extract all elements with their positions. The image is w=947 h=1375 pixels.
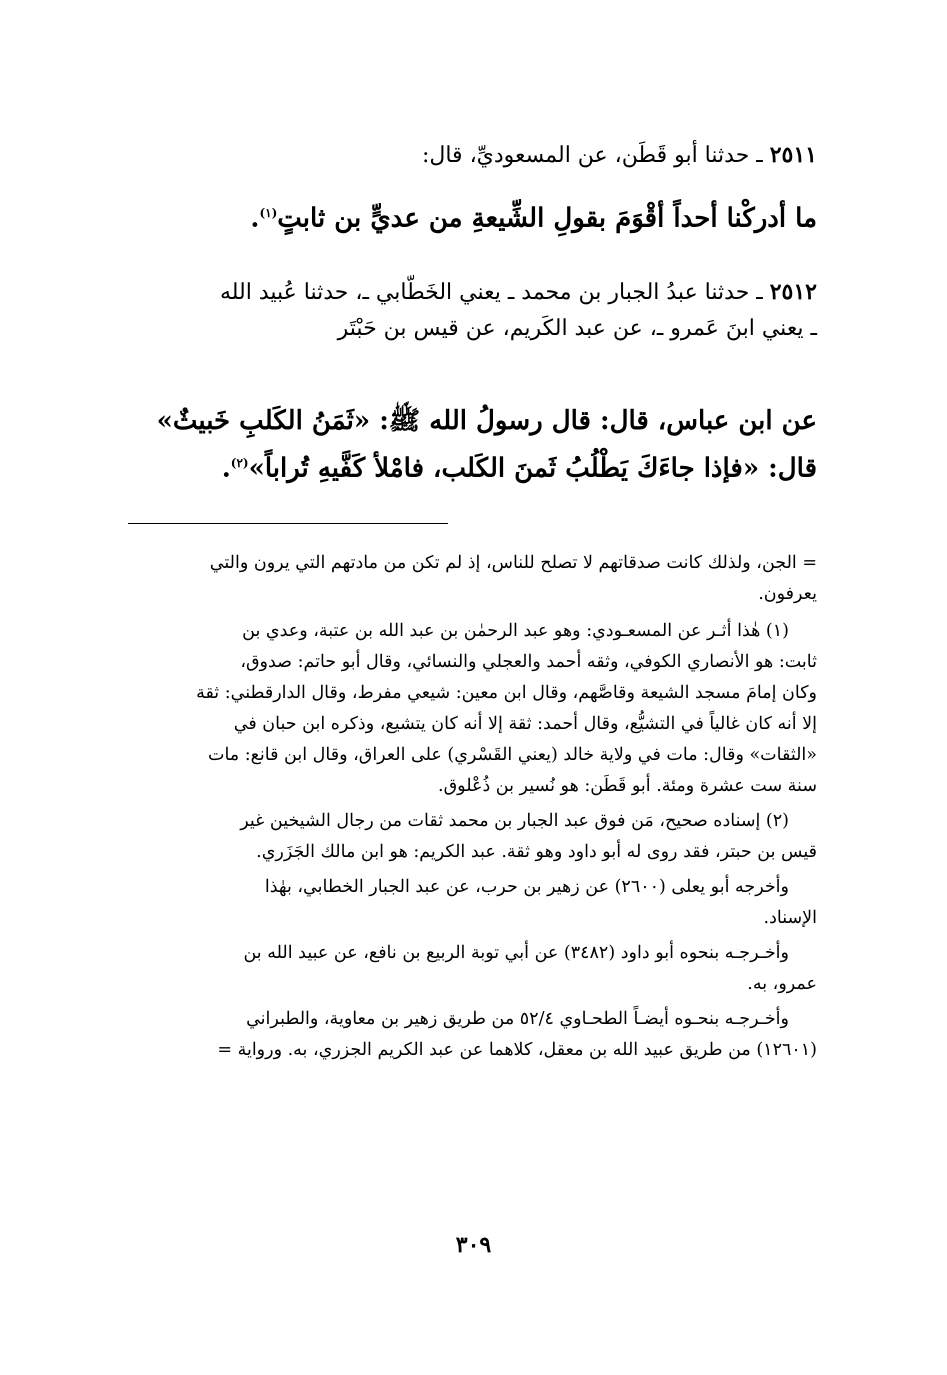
- footnote-ref-1: (١): [259, 206, 278, 220]
- footnote-ref-2: (٢): [230, 456, 249, 470]
- footnote-1: (١) هٰذا أثـر عن المسعـودي: وهو عبد الرحمٰن بن عبد الله بن عتبة، وعدي بن: [242, 621, 789, 641]
- hadith-2512: [112, 275, 817, 346]
- hadith-2512-isnad-line1: ٢٥١٢ ـ حدثنا عبدُ الجبار بن محمد ـ يعني الخَطّابي ـ، حدثنا عُبيد الله: [219, 279, 817, 305]
- hadith-2512-matn-line1: عن ابن عباس، قال: قال رسولُ الله ﷺ: «ثَمَنُ الكَلبِ خَبيثٌ»: [156, 406, 817, 436]
- hadith-2511-matn: ما أدركْنا أحداً أقْوَمَ بقولِ الشِّيعةِ من عديٍّ بن ثابتٍ$^{(١)}$.: [250, 203, 817, 234]
- hadith-2512-matn-line2: قال: «فإذا جاءَكَ يَطْلُبُ ثَمنَ الكَلب، فامْلأ كَفَّيهِ تُراباً»$^{(٢)}$.: [221, 453, 817, 484]
- hadith-2512-matn: [112, 400, 817, 490]
- hadith-2512-isnad-line2: ـ يعني ابنَ عَمرو ـ، عن عبد الكَريم، عن قيس بن حَبْتَر: [337, 316, 817, 341]
- footnote-separator: [128, 523, 448, 524]
- footnotes: = الجن، ولذلك كانت صدقاتهم لا تصلح للناس، إذ لم تكن من مادتهم التي يرون والتي يعرفون. (١) هٰذا أثـر عن المسعـودي: وهو عبد الرحمٰن بن عبد الله بن عتبة، وعدي بن ثابت: هو الأنصاري الكوفي، وثقه أحمد والعجلي والنسائي، وقال أبو حاتم: صدوق، وكان إمامَ مسجد الشيعة وقاصَّهم، وقال ابن معين: شيعي مفرط، وقال الدارقطني: ثقة إلا أنه كان غالياً في التشيُّع، وقال أحمد: ثقة إلا أنه كان يتشيع، وذكره ابن حبان في «الثقات» وقال: مات في ولاية خالد (يعني القَسْري) على العراق، وقال ابن قانع: مات سنة ست عشرة ومئة. أبو قَطَن: هو نُسير بن ذُعْلوق. (٢) إسناده صحيح، مَن فوق عبد الجبار بن محمد ثقات من رجال الشيخين غير قيس بن حبتر، فقد روى له أبو داود وهو ثقة. عبد الكريم: هو ابن مالك الجَزَري. وأخرجه أبو يعلى (٢٦٠٠) عن زهير بن حرب، عن عبد الجبار الخطابي، بهٰذا الإسناد. وأخـرجـه بنحوه أبو داود (٣٤٨٢) عن أبي توبة الربيع بن نافع، عن عبيد الله بن عمرو، به. وأخـرجـه بنحـوه أيضـاً الطحـاوي ٥٢/٤ من طريق زهير بن معاوية، والطبراني (١٢٦٠١) من طريق عبيد الله بن معقل، كلاهما عن عبد الكريم الجزري، به. ورواية =: [112, 548, 817, 1066]
- footnote-2: (٢) إسناده صحيح، مَن فوق عبد الجبار بن محمد ثقات من رجال الشيخين غير: [240, 811, 789, 831]
- page-number: ٣٠٩: [455, 1232, 492, 1258]
- hadith-number: ٢٥١١: [769, 142, 817, 168]
- hadith-number: ٢٥١٢: [769, 279, 817, 305]
- hadith-2511: [112, 138, 817, 173]
- hadith-2511-isnad: ٢٥١١ ـ حدثنا أبو قَطَن، عن المسعوديِّ، قال:: [421, 142, 817, 168]
- footnote-continuation: = الجن، ولذلك كانت صدقاتهم لا تصلح للناس، إذ لم تكن من مادتهم التي يرون والتي: [209, 553, 817, 573]
